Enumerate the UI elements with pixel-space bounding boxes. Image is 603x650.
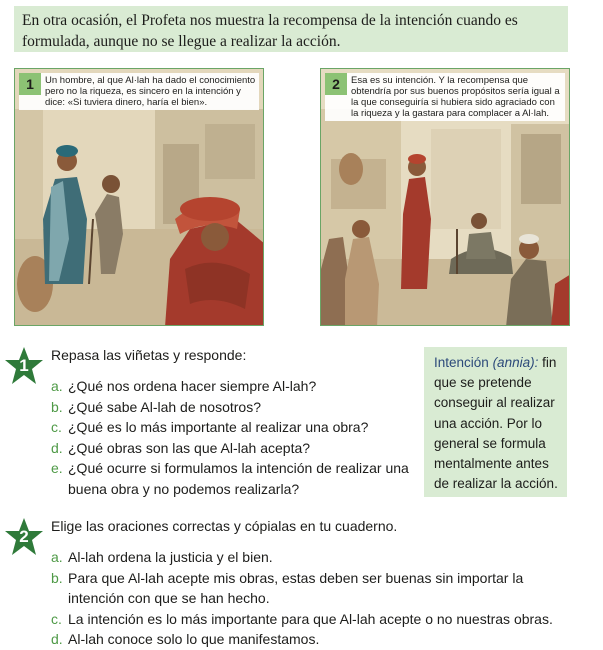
definition-term: Intención (annia):: [434, 355, 539, 370]
panel-2-caption: [325, 73, 565, 121]
comic-panel-1: [14, 68, 264, 326]
exercise-2-instruction: Elige las oraciones correctas y cópialas en tu cuaderno.: [51, 518, 398, 534]
exercise-2-sentences: [51, 547, 571, 650]
list-item: a. Al-lah ordena la justicia y el bien.: [51, 549, 273, 565]
exercise-1-questions: [51, 376, 411, 499]
exercise-1-instruction: Repasa las viñetas y responde:: [51, 347, 247, 363]
exercise-1-number: 1: [19, 356, 29, 375]
comic-panel-2: [320, 68, 570, 326]
panel-1-caption: [19, 73, 259, 110]
list-item: d. Al-lah conoce solo lo que manifestamos.: [51, 631, 320, 647]
list-item: b. ¿Qué sabe Al-lah de nosotros?: [51, 398, 262, 415]
list-item: c. ¿Qué es lo más importante al realizar una obra?: [51, 419, 369, 435]
list-item: e. ¿Qué ocurre si formulamos la intención de realizar una buena obra y no podemos realizarla?: [51, 460, 409, 497]
definition-text: fin que se pretende conseguir al realizar una acción. Por lo general se formula mentalmente antes de realizar la acción.: [434, 355, 558, 492]
list-item: d. ¿Qué obras son las que Al-lah acepta?: [51, 439, 311, 456]
panel-1-number: 1: [19, 73, 41, 95]
exercise-2-badge: [4, 517, 44, 557]
panel-2-number: 2: [325, 73, 347, 95]
exercise-2-number: 2: [19, 527, 29, 546]
intro-text: En otra ocasión, el Profeta nos muestra la recompensa de la intención cuando es formulada, aunque no se llegue a realizar la acción.: [14, 6, 568, 52]
panel-1-caption-text: Un hombre, al que Al·lah ha dado el conocimiento pero no la riqueza, es sincero en la intención y dice: «Si tuviera dinero, haría el bien».: [45, 75, 256, 108]
panel-2-caption-text: Esa es su intención. Y la recompensa que obtendría por sus buenos propósitos sería igual a la que conseguiría si hubiera sido agraciado con la riqueza y la gastara para complacer a Al·lah.: [351, 75, 560, 119]
definition-box: [424, 347, 567, 497]
list-item: a. ¿Qué nos ordena hacer siempre Al-lah?: [51, 378, 317, 394]
list-item: b. Para que Al-lah acepte mis obras, estas deben ser buenas sin importar la intención con que se han hecho.: [51, 569, 524, 606]
list-item: c. La intención es lo más importante para que Al-lah acepte o no nuestras obras.: [51, 610, 553, 627]
exercise-1-badge: [4, 346, 44, 386]
